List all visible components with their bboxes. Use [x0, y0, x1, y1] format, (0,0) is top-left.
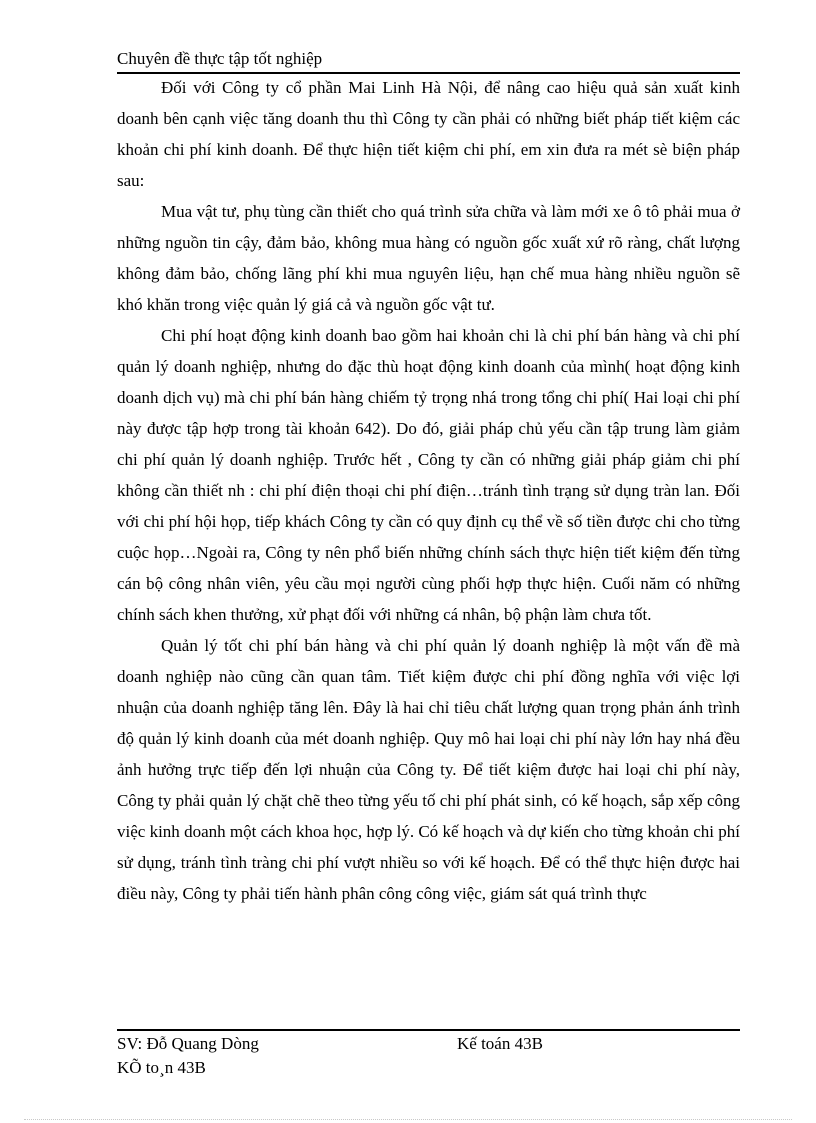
- paragraph-4: Quản lý tốt chi phí bán hàng và chi phí quản lý doanh nghiệp là một vấn đề mà doanh nghiệp nào cũng cần quan tâm. Tiết kiệm được chi phí đồng nghĩa với việc lợi nhuận của doanh nghiệp tăng lên. Đây là hai chỉ tiêu chất lượng quan trọng phản ánh trình độ quản lý kinh doanh của mét doanh nghiệp. Quy mô hai loại chi phí này lớn hay nhá đều ảnh hưởng trực tiếp đến lợi nhuận của Công ty. Để tiết kiệm được hai loại chi phí này, Công ty phải quản lý chặt chẽ theo từng yếu tố chi phí phát sinh, có kế hoạch, sắp xếp công việc kinh doanh một cách khoa học, hợp lý. Có kế hoạch và dự kiến cho từng khoản chi phí sử dụng, tránh tình tràng chi phí vượt nhiều so với kế hoạch. Để có thể thực hiện được hai điều này, Công ty phải tiến hành phân công công việc, giám sát quá trình thực: [117, 636, 740, 903]
- page-header-title: Chuyên đề thực tập tốt nghiệp: [117, 49, 323, 68]
- footer-student-name: SV: Đỗ Quang Dòng: [117, 1034, 259, 1053]
- footer-rule: [117, 1029, 740, 1031]
- footer-class-label: Kế toán 43B: [457, 1034, 543, 1053]
- body-text: [117, 72, 740, 909]
- paragraph-2: Mua vật tư, phụ tùng cần thiết cho quá trình sửa chữa và làm mới xe ô tô phải mua ở những nguồn tin cậy, đảm bảo, không mua hàng có nguồn gốc xuất xứ rõ ràng, chất lượng không đảm bảo, chống lãng phí khi mua nguyên liệu, hạn chế mua hàng nhiều nguồn sẽ khó khăn trong việc quản lý giá cả và nguồn gốc vật tư.: [117, 202, 740, 314]
- footer-class-label-garbled: KÕ to¸n 43B: [117, 1058, 206, 1077]
- paragraph-3: Chi phí hoạt động kinh doanh bao gồm hai khoản chi là chi phí bán hàng và chi phí quản lý doanh nghiệp, nhưng do đặc thù hoạt động kinh doanh của mình( hoạt động kinh doanh dịch vụ) mà chi phí bán hàng chiếm tỷ trọng nhá trong tổng chi phí( Hai loại chi phí này được tập hợp trong tài khoản 642). Do đó, giải pháp chủ yếu cần tập trung làm giảm chi phí quản lý doanh nghiệp. Trước hết , Công ty cần có những giải pháp giảm chi phí không cần thiết nh : chi phí điện thoại chi phí điện…tránh tình trạng sử dụng tràn lan. Đối với chi phí hội họp, tiếp khách Công ty cần có quy định cụ thể về số tiền được chi cho từng cuộc họp…Ngoài ra, Công ty nên phổ biến những chính sách thực hiện tiết kiệm đến từng cán bộ công nhân viên, yêu cầu mọi người cùng phối hợp thực hiện. Cuối năm có những chính sách khen thưởng, xử phạt đối với những cá nhân, bộ phận làm chưa tốt.: [117, 326, 740, 624]
- page-bottom-dotted-line: [24, 1119, 792, 1120]
- paragraph-1: Đối với Công ty cổ phần Mai Linh Hà Nội, để nâng cao hiệu quả sản xuất kinh doanh bên cạnh việc tăng doanh thu thì Công ty cần phải có những biết pháp tiết kiệm các khoản chi phí kinh doanh. Để thực hiện tiết kiệm chi phí, em xin đưa ra mét sè biện pháp sau:: [117, 78, 740, 190]
